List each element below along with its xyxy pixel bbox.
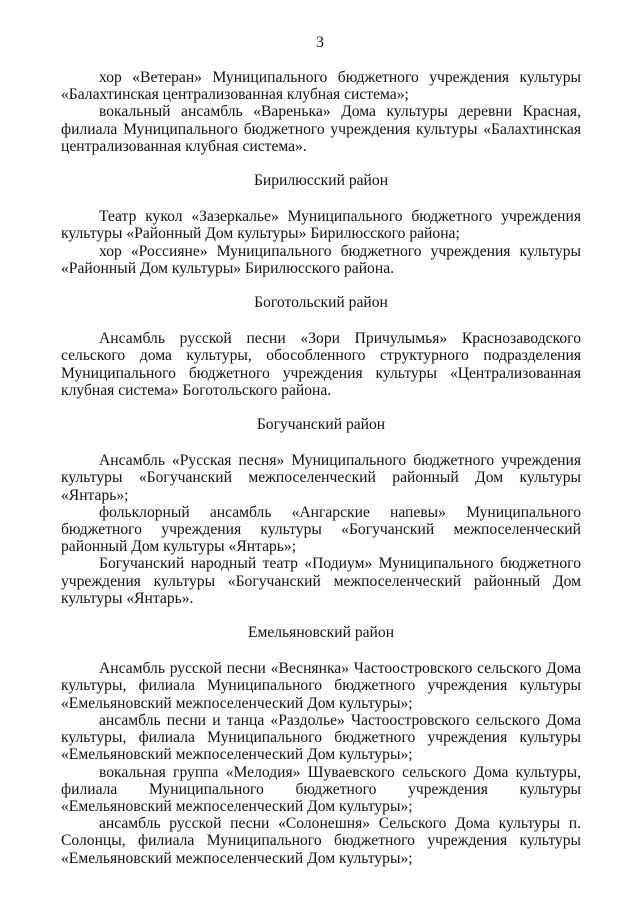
paragraph: Богучанский народный театр «Подиум» Муниципального бюджетного учреждения культуры «Богучанский межпоселенческий районный Дом культуры «Янтарь». [61,555,581,607]
section-bogotolsky [61,294,581,399]
paragraph: Ансамбль русской песни «Зори Причулымья» Краснозаводского сельского дома культуры, обособленного структурного подразделения Муниципального бюджетного учреждения культуры «Централизованная клубная система» Боготольского района. [61,330,581,399]
section-emelyanovsky [61,624,581,867]
page-number: 3 [316,34,324,51]
paragraph: вокальный ансамбль «Варенька» Дома культуры деревни Красная, филиала Муниципального бюджетного учреждения культуры «Балахтинская централизованная клубная система». [61,103,581,155]
section-birilyussky [61,172,581,277]
paragraph: фольклорный ансамбль «Ангарские напевы» Муниципального бюджетного учреждения культуры «Богучанский межпоселенческий районный Дом культуры «Янтарь»; [61,503,581,556]
paragraph: Ансамбль русской песни «Веснянка» Частоостровского сельского Дома культуры, филиала Муниципального бюджетного учреждения культуры «Емельяновский межпоселенческий Дом культуры»; [61,660,581,712]
paragraph: ансамбль русской песни «Солонешня» Сельского Дома культуры п. Солонцы, филиала Муниципального бюджетного учреждения культуры «Емельяновский межпоселенческий Дом культуры»; [61,815,581,867]
section-heading: Богучанский район [256,416,386,434]
section-heading: Бирилюсский район [253,172,389,190]
paragraph: вокальная группа «Мелодия» Шуваевского сельского Дома культуры, филиала Муниципального бюджетного учреждения культуры «Емельяновский межпоселенческий Дом культуры»; [61,763,581,815]
paragraph: ансамбль песни и танца «Раздолье» Частоостровского сельского Дома культуры, филиала Муниципального бюджетного учреждения культуры «Емельяновский межпоселенческий Дом культуры»; [61,711,581,764]
section-heading: Боготольский район [254,294,388,312]
section-heading: Емельяновский район [247,624,395,642]
paragraph: хор «Ветеран» Муниципального бюджетного учреждения культуры «Балахтинская централизованная клубная система»; [61,69,581,104]
paragraph: Театр кукол «Зазеркалье» Муниципального бюджетного учреждения культуры «Районный Дом культуры» Бирилюсского района; [61,208,581,243]
document-body [61,69,581,867]
paragraph: хор «Россияне» Муниципального бюджетного учреждения культуры «Районный Дом культуры» Бирилюсского района. [61,242,581,277]
section-boguchansky [61,416,581,607]
section-balakhtinsky-continuation [61,69,581,155]
paragraph: Ансамбль «Русская песня» Муниципального бюджетного учреждения культуры «Богучанский межпоселенческий районный Дом культуры «Янтарь»; [61,452,581,504]
